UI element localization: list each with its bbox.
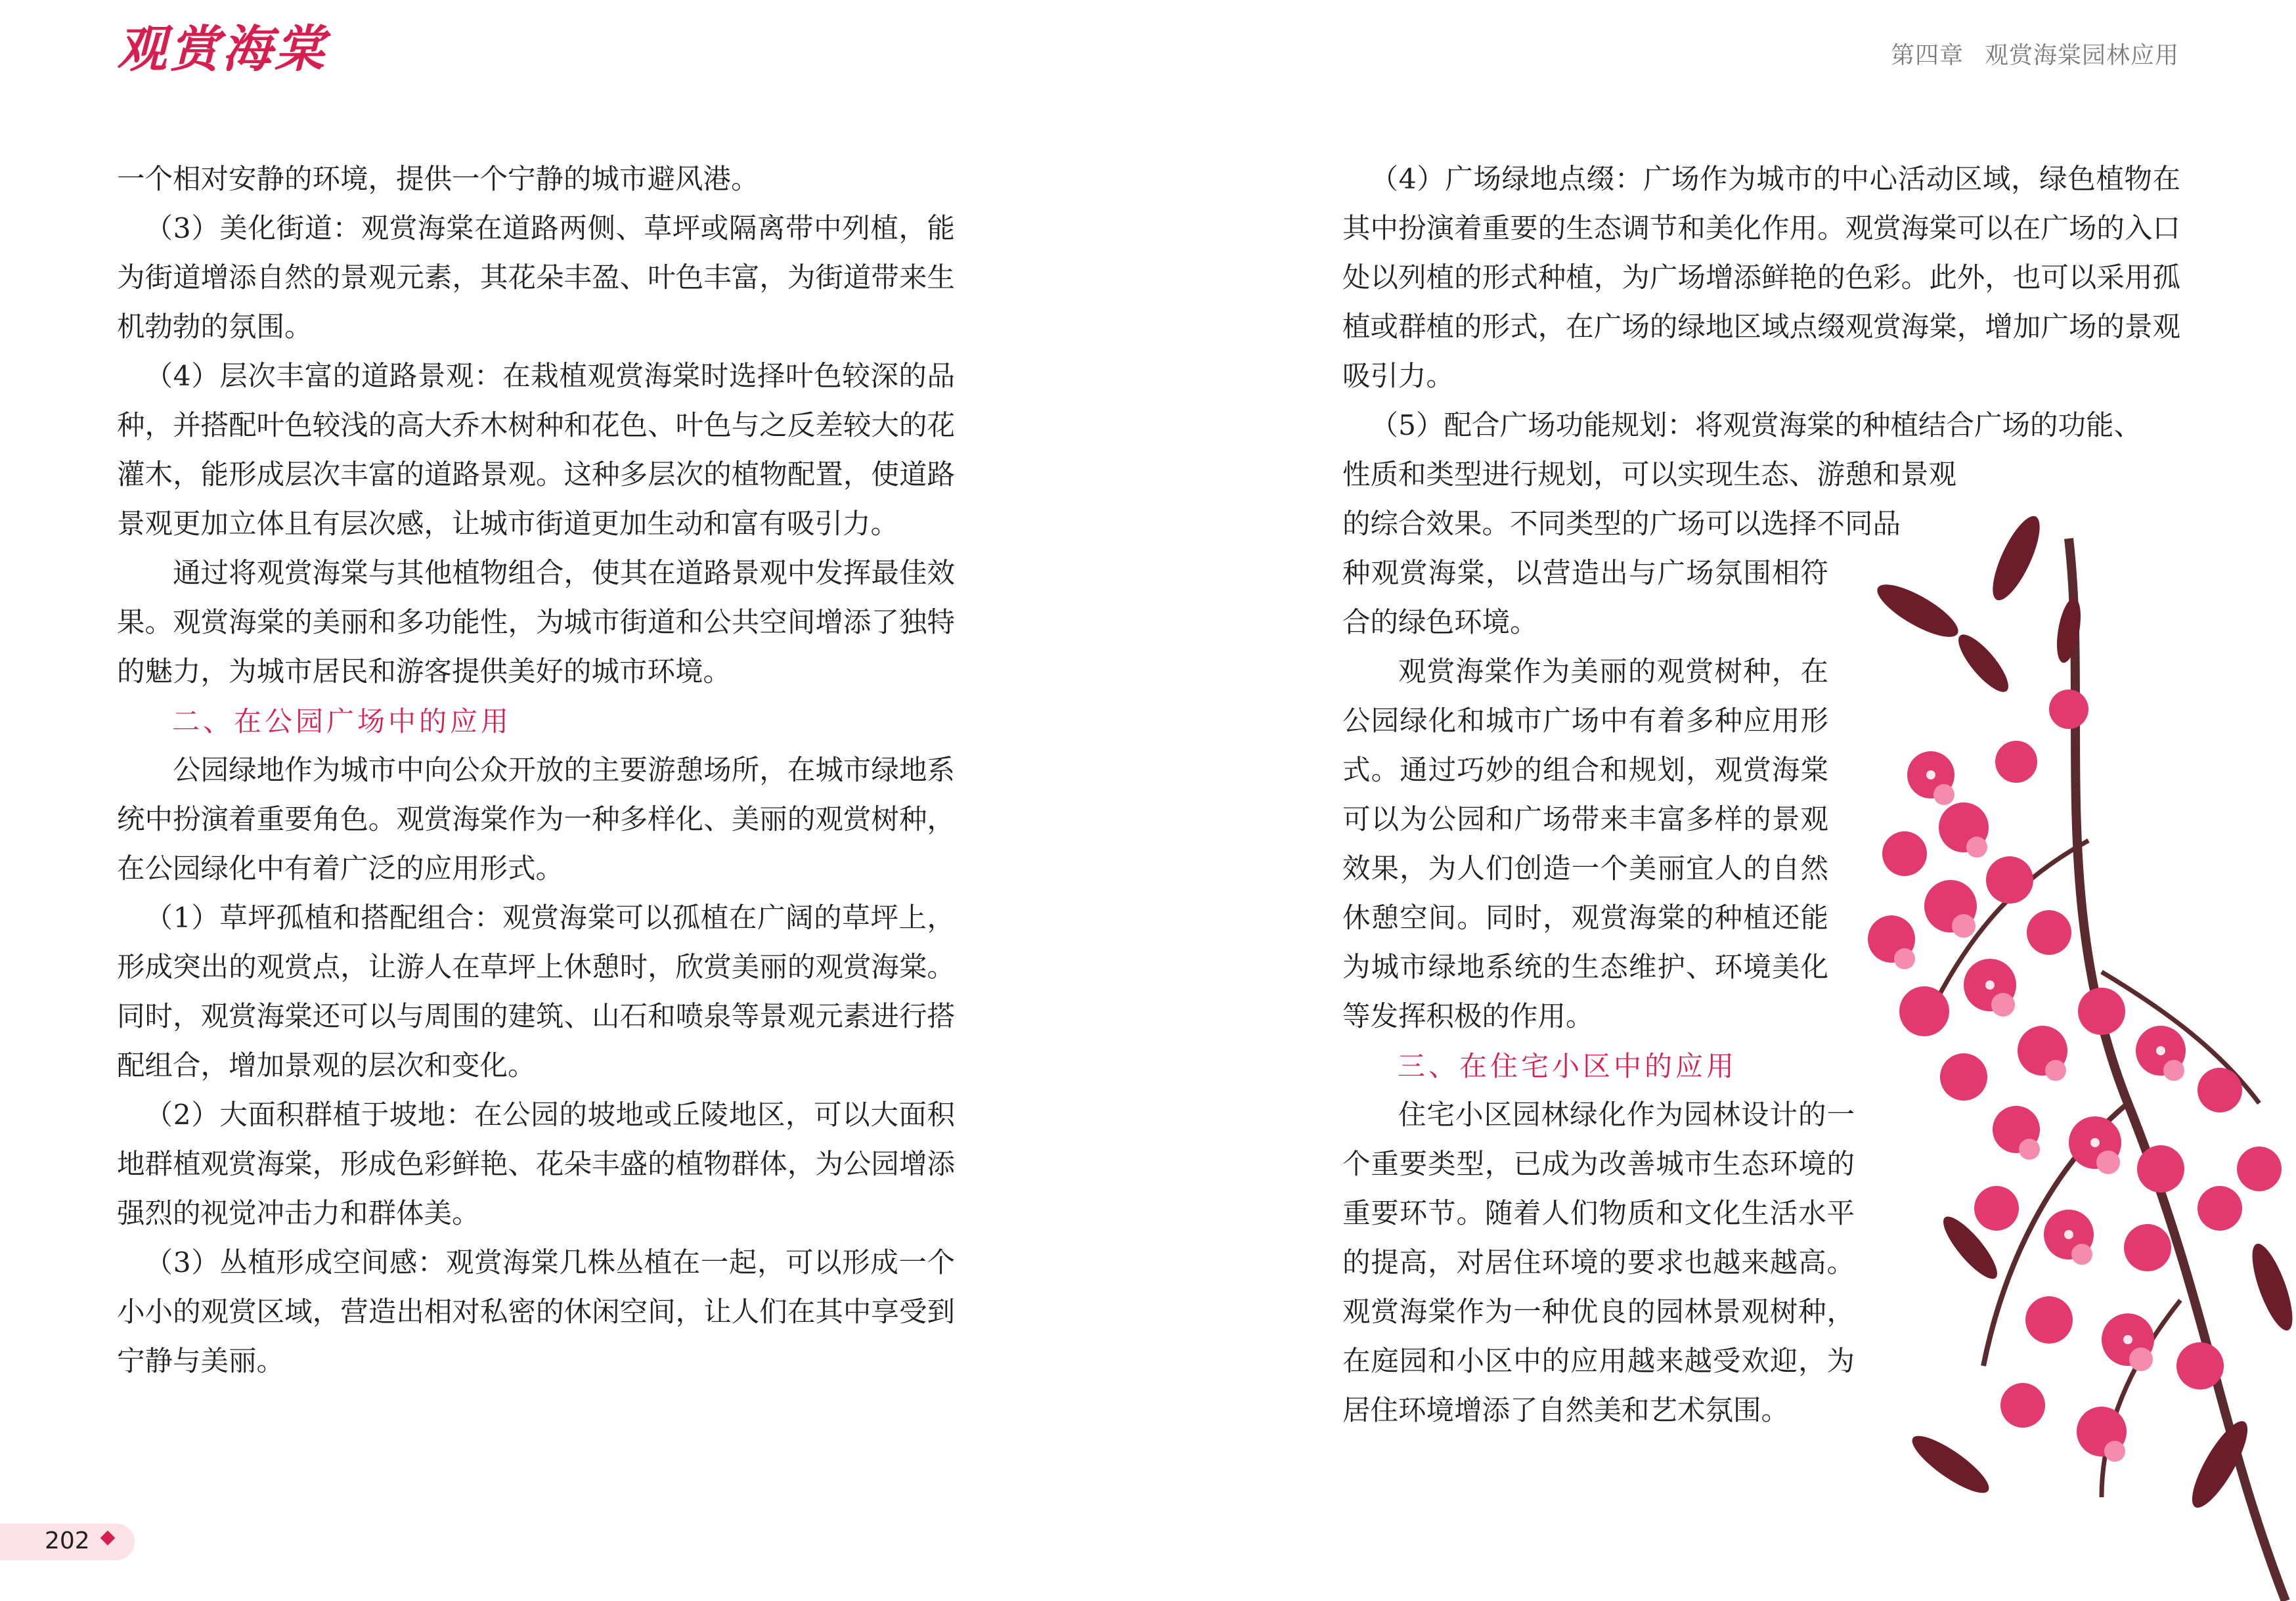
paragraph-line: 性质和类型进行规划，可以实现生态、游憩和景观: [1342, 459, 1957, 491]
left-column: [117, 155, 955, 1386]
paragraph: （1）草坪孤植和搭配组合：观赏海棠可以孤植在广阔的草坪上，形成突出的观赏点，让游人在草坪上休憩时，欣赏美丽的观赏海棠。同时，观赏海棠还可以与周围的建筑、山石和喷泉等景观元素进行搭配组合，增加景观的层次和变化。: [117, 902, 955, 1082]
paragraph: 种观赏海棠，以营造出与广场氛围相符合的绿色环境。: [1342, 558, 1828, 639]
paragraph: （4）层次丰富的道路景观：在栽植观赏海棠时选择叶色较深的品种，并搭配叶色较浅的高大乔木树种和花色、叶色与之反差较大的花灌木，能形成层次丰富的道路景观。这种多层次的植物配置，使道路景观更加立体且有层次感，让城市街道更加生动和富有吸引力。: [117, 361, 955, 540]
paragraph: 观赏海棠作为美丽的观赏树种，在公园绿化和城市广场中有着多种应用形式。通过巧妙的组合和规划，观赏海棠可以为公园和广场带来丰富多样的景观效果，为人们创造一个美丽宜人的自然休憩空间。同时，观赏海棠的种植还能为城市绿地系统的生态维护、环境美化等发挥积极的作用。: [1342, 656, 1828, 1033]
paragraph: 住宅小区园林绿化作为园林设计的一个重要类型，已成为改善城市生态环境的重要环节。随着人们物质和文化生活水平的提高，对居住环境的要求也越来越高。观赏海棠作为一种优良的园林景观树种，在庭园和小区中的应用越来越受欢迎，为居住环境增添了自然美和艺术氛围。: [1342, 1099, 1855, 1427]
paragraph: （4）广场绿地点缀：广场作为城市的中心活动区域，绿色植物在其中扮演着重要的生态调节和美化作用。观赏海棠可以在广场的入口处以列植的形式种植，为广场增添鲜艳的色彩。此外，也可以采用孤植或群植的形式，在广场的绿地区域点缀观赏海棠，增加广场的景观吸引力。: [1342, 164, 2180, 393]
paragraph: 公园绿地作为城市中向公众开放的主要游憩场所，在城市绿地系统中扮演着重要角色。观赏海棠作为一种多样化、美丽的观赏树种，在公园绿化中有着广泛的应用形式。: [117, 755, 955, 885]
crabapple-flower-image: [1852, 512, 2296, 1601]
paragraph: （2）大面积群植于坡地：在公园的坡地或丘陵地区，可以大面积地群植观赏海棠，形成色彩鲜艳、花朵丰盛的植物群体，为公园增添强烈的视觉冲击力和群体美。: [117, 1099, 955, 1230]
section-heading: 二、在公园广场中的应用: [172, 705, 512, 737]
paragraph-line: 的综合效果。不同类型的广场可以选择不同品: [1342, 508, 1901, 540]
paragraph: （3）丛植形成空间感：观赏海棠几株丛植在一起，可以形成一个小小的观赏区域，营造出相对私密的休闲空间，让人们在其中享受到宁静与美丽。: [117, 1247, 955, 1378]
paragraph-line: （5）配合广场功能规划：将观赏海棠的种植结合广场的功能、: [1370, 410, 2142, 442]
paragraph: 通过将观赏海棠与其他植物组合，使其在道路景观中发挥最佳效果。观赏海棠的美丽和多功能性，为城市街道和公共空间增添了独特的魅力，为城市居民和游客提供美好的城市环境。: [117, 558, 955, 688]
page-number: 202: [45, 1527, 90, 1554]
paragraph: 一个相对安静的环境，提供一个宁静的城市避风港。: [117, 164, 759, 196]
paragraph: （3）美化街道：观赏海棠在道路两侧、草坪或隔离带中列植，能为街道增添自然的景观元素，其花朵丰盈、叶色丰富，为街道带来生机勃勃的氛围。: [117, 213, 955, 343]
section-heading: 三、在住宅小区中的应用: [1398, 1050, 1738, 1082]
chapter-title: 观赏海棠园林应用: [1984, 42, 2179, 69]
book-title: 观赏海棠: [117, 20, 327, 78]
chapter-number: 第四章: [1890, 42, 1964, 69]
chapter-header: [1891, 37, 2179, 70]
